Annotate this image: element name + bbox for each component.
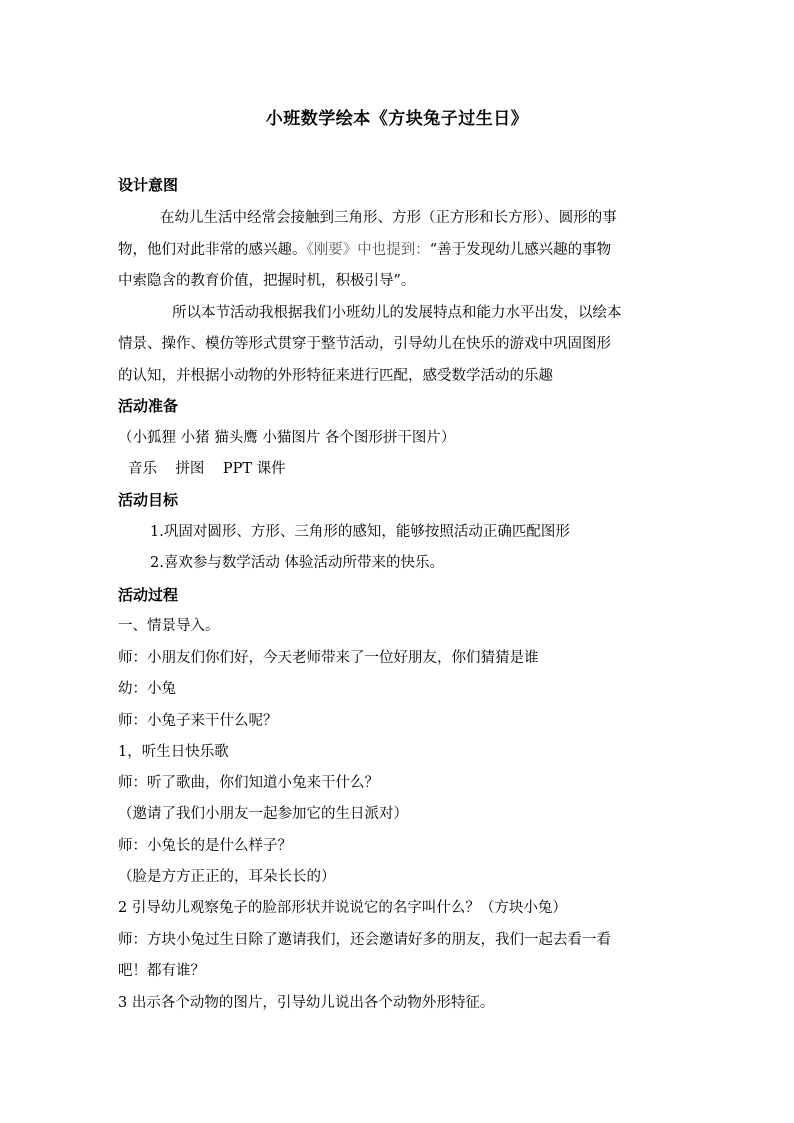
process-line: 3 出示各个动物的图片，引导幼儿说出各个动物外形特征。 [118, 995, 495, 1011]
process-line: 师：方块小兔过生日除了邀请我们，还会邀请好多的朋友，我们一起去看一看 [118, 932, 611, 948]
process-line: （邀请了我们小朋友一起参加它的生日派对） [118, 806, 408, 822]
process-line: 师：小兔长的是什么样子？ [118, 838, 292, 854]
process-line: 一、情景导入。 [118, 618, 220, 634]
process-line: 师：小朋友们你们好，今天老师带来了一位好朋友，你们猜猜是谁 [118, 650, 539, 666]
process-line: 幼：小兔 [118, 681, 176, 697]
process-line: 吧！都有谁？ [118, 963, 205, 979]
text-span-quoted-doc: 《刚要》中也提到： [306, 242, 430, 258]
process-line: 1，听生日快乐歌 [118, 744, 229, 760]
paragraph-line: 所以本节活动我根据我们小班幼儿的发展特点和能力水平出发，以绘本 [172, 305, 622, 321]
paragraph-line: 的认知，并根据小动物的外形特征来进行匹配，感受数学活动的乐趣 [118, 368, 553, 384]
heading-design-intent: 设计意图 [118, 176, 179, 194]
paragraph-line [118, 240, 611, 260]
process-line: 师：听了歌曲，你们知道小兔来干什么？ [118, 775, 379, 791]
paragraph-line: （小狐狸 小猪 猫头鹰 小猫图片 各个图形拼干图片） [118, 430, 456, 446]
text-span: 物，他们对此非常的感兴趣。 [118, 242, 307, 258]
paragraph-line: 中索隐含的教育价值，把握时机，积极引导”。 [118, 273, 416, 289]
process-line: 2 引导幼儿观察兔子的脸部形状并说说它的名字叫什么？（方块小兔） [118, 900, 567, 916]
heading-objectives: 活动目标 [118, 491, 179, 509]
objective-item: 1.巩固对圆形、方形、三角形的感知，能够按照活动正确匹配图形 [150, 524, 570, 540]
paragraph-line: 音乐 拼图 PPT 课件 [128, 461, 286, 477]
paragraph-line: 在幼儿生活中经常会接触到三角形、方形（正方形和长方形）、圆形的事 [160, 210, 617, 226]
heading-preparation: 活动准备 [118, 397, 179, 415]
document-title: 小班数学绘本《方块兔子过生日》 [265, 109, 529, 129]
text-span: “善于发现幼儿感兴趣的事物 [429, 242, 612, 258]
process-line: 师：小兔子来干什么呢？ [118, 713, 278, 729]
heading-process: 活动过程 [118, 586, 179, 604]
paragraph-line: 情景、操作、模仿等形式贯穿于整节活动，引导幼儿在快乐的游戏中巩固图形 [118, 336, 611, 352]
objective-item: 2.喜欢参与数学活动 体验活动所带来的快乐。 [150, 555, 444, 571]
process-line: （脸是方方正正的，耳朵长长的） [118, 869, 336, 885]
